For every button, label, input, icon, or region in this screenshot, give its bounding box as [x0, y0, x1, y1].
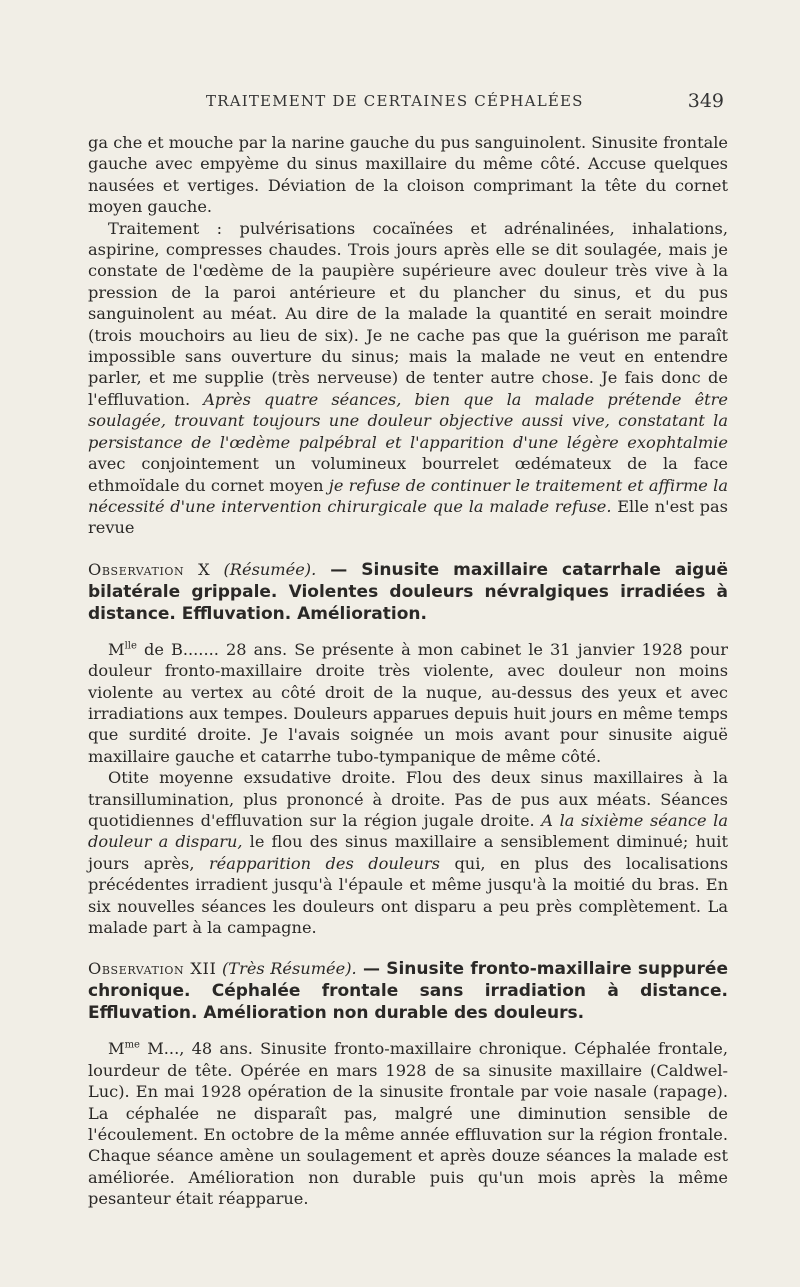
observation-12-text: M..., 48 ans. Sinusite fronto-maxillaire chronique. Céphalée frontale, lourdeur de tête. Opérée en mars 1928 de sa sinusite maxillaire (Caldwel-Luc). En mai 1928 opération de la sinusite frontale par voie nasale (rapage). La céphalée ne disparaît pas, malgré une diminution sensible de l'écoulement. En octobre de la même année effluvation sur la région frontale. Chaque séance amène un soulagement et après douze séances la malade est améliorée. Amélioration non durable puis qu'un mois après la même pesanteur était réapparue.	[88, 1039, 728, 1209]
observation-10-label: Observation X	[88, 559, 211, 579]
observation-10-paragraph-1	[88, 639, 728, 767]
page-header	[88, 90, 724, 116]
observation-10-text-2e: qui, en plus des localisations précédentes irradient jusqu'à l'épaule et même jusqu'à la moitié du bras. En six nouvelles séances les douleurs ont disparu a peu près complètement. La malade part à la campagne.	[88, 853, 729, 937]
page-number: 349	[687, 90, 724, 112]
observation-10-italic-2b: A la sixième séance la douleur a disparu,	[88, 810, 728, 852]
observation-12-patient-sup: me	[124, 1040, 140, 1052]
observation-12-paragraph	[88, 1038, 728, 1209]
observation-12-title: — Sinusite fronto-maxillaire suppurée chronique. Céphalée frontale sans irradiation à distance. Effluvation. Amélioration non durable des douleurs.	[88, 959, 728, 1024]
treatment-italic-2: je refuse de continuer le traitement et affirme la nécessité d'une intervention chirurgicale que la malade refuse.	[88, 475, 728, 516]
page-body	[88, 132, 728, 1210]
running-title: TRAITEMENT DE CERTAINES CÉPHALÉES	[206, 92, 584, 110]
observation-10-title: — Sinusite maxillaire catarrhale aiguë bilatérale grippale. Violentes douleurs névralgiques irradiées à distance. Effluvation. Amélioration.	[88, 559, 728, 624]
treatment-text-2: avec conjointement un volumineux bourrelet œdémateux de la face ethmoïdale du cornet moyen	[88, 454, 728, 495]
observation-12-heading	[88, 958, 728, 1024]
observation-10-paragraph-2	[88, 767, 728, 938]
observation-12-patient-prefix: M	[108, 1039, 125, 1059]
observation-10-resume: (Résumée).	[223, 559, 317, 579]
observation-10-italic-2d: réapparition des douleurs	[208, 853, 440, 873]
observation-10-text-1: de B....... 28 ans. Se présente à mon cabinet le 31 janvier 1928 pour douleur fronto-maxillaire droite très violente, avec douleur non moins violente au vertex au côté droit de la nuque, au-dessus des yeux et avec irradiations aux tempes. Douleurs apparues depuis huit jours en même temps que surdité droite. Je l'avais soignée un mois avant pour sinusite aiguë maxillaire gauche et catarrhe tubo-tympanique de même côté.	[88, 639, 728, 766]
treatment-paragraph	[88, 218, 728, 539]
observation-12-resume: (Très Résumée).	[221, 959, 357, 979]
observation-10-patient-prefix: M	[108, 639, 125, 659]
case-continuation-paragraph: ga che et mouche par la narine gauche du pus sanguinolent. Sinusite frontale gauche avec empyème du sinus maxillaire du même côté. Accuse quelques nausées et vertiges. Déviation de la cloison comprimant la tête du cornet moyen gauche.	[88, 133, 728, 217]
treatment-italic-1: Après quatre séances, bien que la malade prétende être soulagée, trouvant toujours une douleur objective aussi vive, constatant la persistance de l'œdème palpébral et l'apparition d'une légère exophtalmie	[88, 389, 728, 452]
observation-10-text-2a: Otite moyenne exsudative droite. Flou des deux sinus maxillaires à la transillumination, plus prononcé à droite. Pas de pus aux méats. Séances quotidiennes d'effluvation sur la région jugale droite.	[88, 768, 728, 830]
observation-10-text-2c: le flou des sinus maxillaire a sensiblement diminué; huit jours après,	[88, 832, 728, 873]
treatment-text: Traitement : pulvérisations cocaïnées et adrénalinées, inhalations, aspirine, compresses chaudes. Trois jours après elle se dit soulagée, mais je constate de l'œdème de la paupière supérieure avec douleur très vive à la pression de la paroi antérieure et du plancher du sinus, et du pus sanguinolent au méat. Au dire de la malade la quantité en serait moindre (trois mouchoirs au lieu de six). Je ne cache pas que la guérison me paraît impossible sans ouverture du sinus; mais la malade ne veut en entendre parler, et me supplie (très nerveuse) de tenter autre chose. Je fais donc de l'effluvation.	[88, 218, 728, 409]
observation-10-patient-sup: lle	[124, 640, 137, 652]
treatment-text-3: Elle n'est pas revue	[88, 496, 728, 538]
observation-12-label: Observation XII	[88, 959, 217, 979]
observation-10-heading	[88, 559, 728, 625]
